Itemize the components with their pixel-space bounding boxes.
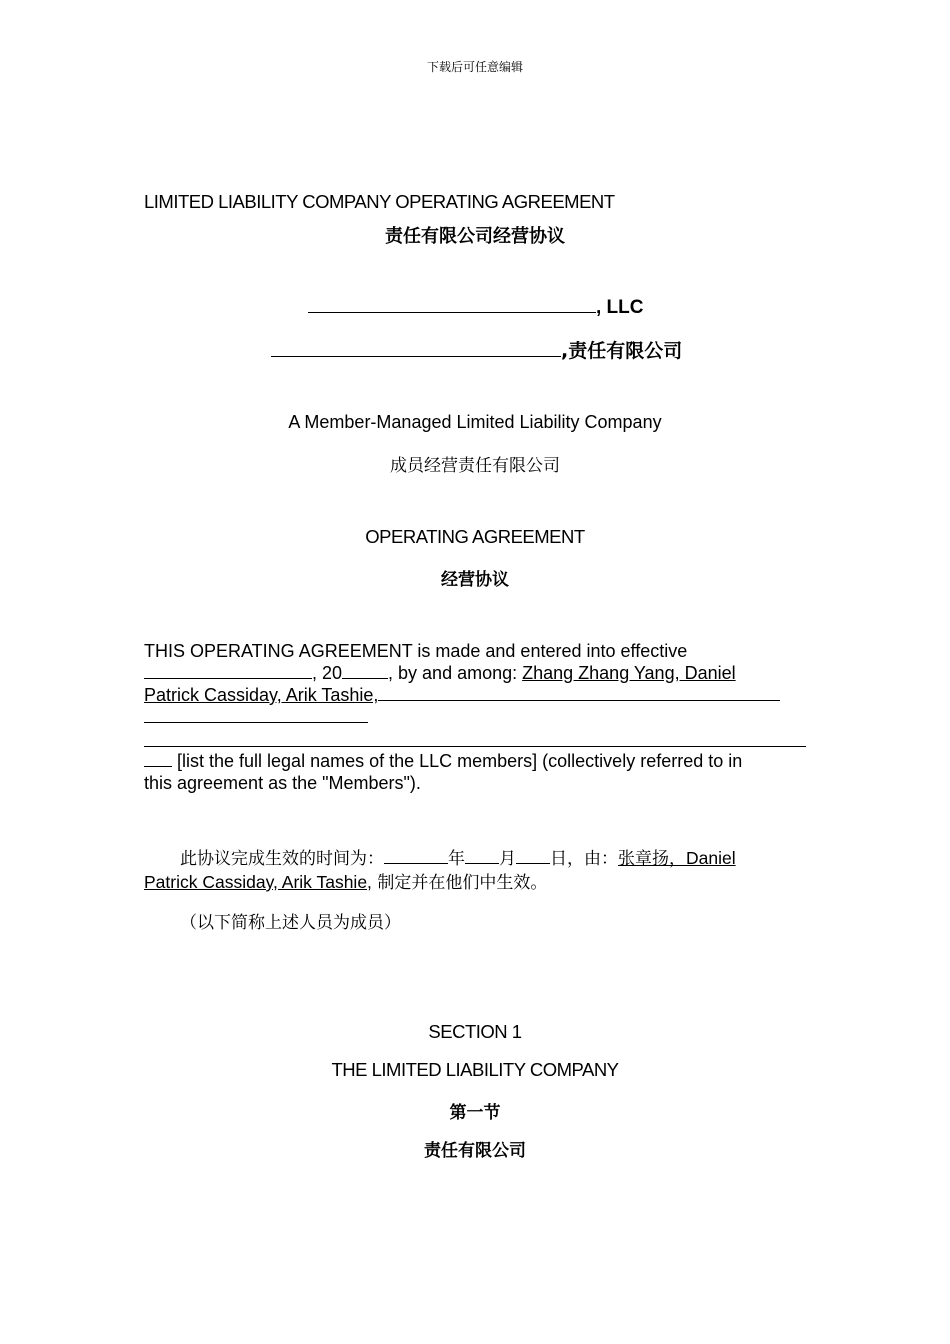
- year-label-cn: 年: [448, 849, 465, 869]
- subtitle-en: A Member-Managed Limited Liability Company: [288, 412, 662, 432]
- members-names-2: Patrick Cassiday, Arik Tashie,: [144, 685, 379, 705]
- llc-suffix-cn: ,责任有限公司: [561, 340, 683, 362]
- day-blank-cn: [516, 862, 550, 864]
- page-header-note: 下载后可任意编辑: [426, 60, 523, 74]
- company-name-line-cn: [271, 336, 682, 363]
- intro-cn-tail: 制定并在他们中生效。: [371, 873, 548, 893]
- members-blank-1: [378, 699, 780, 701]
- month-label-cn: 月: [499, 849, 516, 869]
- by-among: , by and among:: [388, 663, 523, 683]
- year-prefix: , 20: [312, 663, 343, 683]
- section-number: SECTION 1: [428, 1021, 522, 1042]
- intro-cn-line-1: [144, 847, 736, 871]
- members-blank-3: [144, 745, 806, 747]
- members-blank-2: [144, 721, 368, 723]
- members-names-1: Zhang Zhang Yang, Daniel: [522, 663, 736, 683]
- intro-paragraph-en: [144, 640, 806, 794]
- members-cn: 张章扬，: [618, 849, 686, 869]
- day-label-cn: 日，由：: [550, 849, 618, 869]
- intro-paragraph-cn: [144, 847, 736, 895]
- intro-line-7: this agreement as the "Members").: [144, 773, 421, 793]
- llc-suffix: , LLC: [596, 297, 644, 318]
- date-blank: [144, 677, 312, 679]
- section-number-cn: 第一节: [449, 1103, 501, 1123]
- document-title-cn: 责任有限公司经营协议: [385, 226, 565, 247]
- year-blank: [342, 677, 388, 679]
- month-blank-cn: [465, 862, 499, 864]
- list-note: [list the full legal names of the LLC members] (collectively referred to in: [172, 751, 743, 771]
- intro-line-6: [144, 750, 806, 772]
- members-en-2: Patrick Cassiday, Arik Tashie,: [144, 872, 372, 892]
- operating-agreement-heading: OPERATING AGREEMENT: [365, 526, 585, 547]
- intro-line-3: [144, 684, 806, 706]
- intro-cn-line-2: [144, 871, 736, 895]
- intro-line-1: THIS OPERATING AGREEMENT is made and entered into effective: [144, 641, 688, 661]
- intro-cn-lead: 此协议完成生效的时间为：: [180, 849, 384, 869]
- operating-agreement-heading-cn: 经营协议: [441, 570, 509, 590]
- intro-line-2: [144, 662, 806, 684]
- members-blank-4: [144, 765, 172, 767]
- section-title-en: THE LIMITED LIABILITY COMPANY: [331, 1059, 619, 1080]
- document-title-en: LIMITED LIABILITY COMPANY OPERATING AGREEMENT: [144, 191, 615, 212]
- company-name-blank-cn: [271, 355, 561, 357]
- company-name-blank: [308, 311, 596, 313]
- year-blank-cn: [384, 862, 448, 864]
- intro-line-5: [144, 730, 806, 750]
- members-en-1: Daniel: [686, 848, 736, 868]
- members-definition-note-cn: （以下简称上述人员为成员）: [180, 913, 401, 933]
- company-name-line-en: [308, 297, 644, 319]
- section-title-cn: 责任有限公司: [424, 1141, 526, 1161]
- intro-line-4: [144, 706, 806, 730]
- subtitle-cn: 成员经营责任有限公司: [390, 456, 560, 476]
